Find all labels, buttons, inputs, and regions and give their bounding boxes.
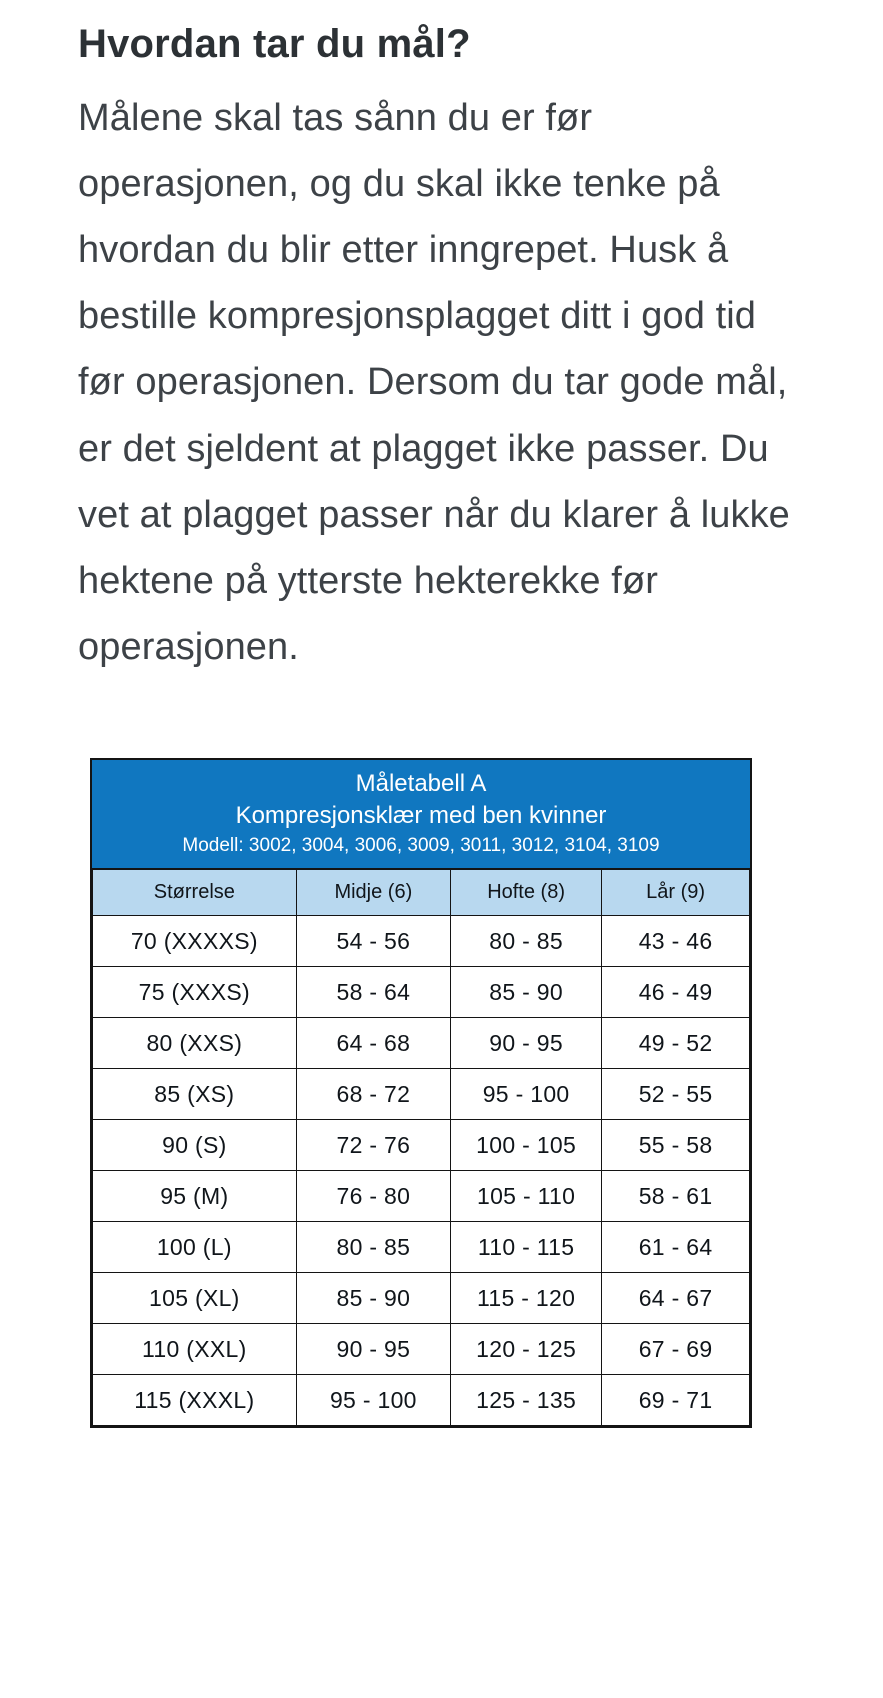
measurement-cell: 69 - 71 [602, 1374, 750, 1425]
measurement-cell: 58 - 61 [602, 1170, 750, 1221]
table-row [93, 915, 750, 966]
intro-paragraph: Målene skal tas sånn du er før operasjonen, og du skal ikke tenke på hvordan du blir etter inngrepet. Husk å bestille kompresjonsplagget ditt i god tid før operasjonen. Dersom du tar gode mål, er det sjeldent at plagget ikke passer. Du vet at plagget passer når du klarer å lukke hektene på ytterste hekterekke før operasjonen. [78, 97, 790, 668]
column-header-2: Hofte (8) [451, 869, 602, 916]
measurement-cell: 95 - 100 [296, 1374, 450, 1425]
measurement-cell: 61 - 64 [602, 1221, 750, 1272]
measurement-cell: 115 - 120 [451, 1272, 602, 1323]
size-cell: 90 (S) [93, 1119, 297, 1170]
table-row [93, 1170, 750, 1221]
table-row [93, 1068, 750, 1119]
measurement-cell: 120 - 125 [451, 1323, 602, 1374]
size-cell: 110 (XXL) [93, 1323, 297, 1374]
measurement-cell: 76 - 80 [296, 1170, 450, 1221]
table-row [93, 1374, 750, 1425]
measurement-cell: 72 - 76 [296, 1119, 450, 1170]
size-table-grid [92, 868, 750, 1426]
size-cell: 70 (XXXXS) [93, 915, 297, 966]
column-header-row [93, 869, 750, 916]
measurement-cell: 64 - 68 [296, 1017, 450, 1068]
table-row [93, 1323, 750, 1374]
measurement-cell: 49 - 52 [602, 1017, 750, 1068]
measurement-cell: 90 - 95 [296, 1323, 450, 1374]
measurement-cell: 80 - 85 [451, 915, 602, 966]
measurement-cell: 46 - 49 [602, 966, 750, 1017]
measurement-cell: 85 - 90 [451, 966, 602, 1017]
measurement-cell: 55 - 58 [602, 1119, 750, 1170]
size-cell: 95 (M) [93, 1170, 297, 1221]
measurement-cell: 54 - 56 [296, 915, 450, 966]
measurement-cell: 43 - 46 [602, 915, 750, 966]
measurement-cell: 85 - 90 [296, 1272, 450, 1323]
measurement-cell: 100 - 105 [451, 1119, 602, 1170]
column-header-3: Lår (9) [602, 869, 750, 916]
size-cell: 75 (XXXS) [93, 966, 297, 1017]
measurement-cell: 105 - 110 [451, 1170, 602, 1221]
size-table [90, 758, 752, 1428]
size-cell: 100 (L) [93, 1221, 297, 1272]
column-header-1: Midje (6) [296, 869, 450, 916]
measurement-cell: 110 - 115 [451, 1221, 602, 1272]
column-header-0: Størrelse [93, 869, 297, 916]
size-cell: 115 (XXXL) [93, 1374, 297, 1425]
measurement-cell: 125 - 135 [451, 1374, 602, 1425]
measurement-cell: 95 - 100 [451, 1068, 602, 1119]
size-cell: 105 (XL) [93, 1272, 297, 1323]
measurement-cell: 90 - 95 [451, 1017, 602, 1068]
measurement-cell: 80 - 85 [296, 1221, 450, 1272]
measurement-cell: 58 - 64 [296, 966, 450, 1017]
measurement-cell: 52 - 55 [602, 1068, 750, 1119]
measurement-cell: 67 - 69 [602, 1323, 750, 1374]
size-cell: 80 (XXS) [93, 1017, 297, 1068]
table-subtitle: Kompresjonsklær med ben kvinner [235, 801, 607, 829]
table-row [93, 1119, 750, 1170]
table-row [93, 966, 750, 1017]
table-models: Modell: 3002, 3004, 3006, 3009, 3011, 3012, 3104, 3109 [182, 835, 660, 857]
measurement-cell: 64 - 67 [602, 1272, 750, 1323]
table-row [93, 1272, 750, 1323]
measurement-cell: 68 - 72 [296, 1068, 450, 1119]
size-cell: 85 (XS) [93, 1068, 297, 1119]
page-title: Hvordan tar du mål? [78, 22, 471, 66]
table-title: Måletabell A [355, 769, 487, 797]
table-row [93, 1221, 750, 1272]
table-row [93, 1017, 750, 1068]
size-table-header [92, 760, 750, 868]
